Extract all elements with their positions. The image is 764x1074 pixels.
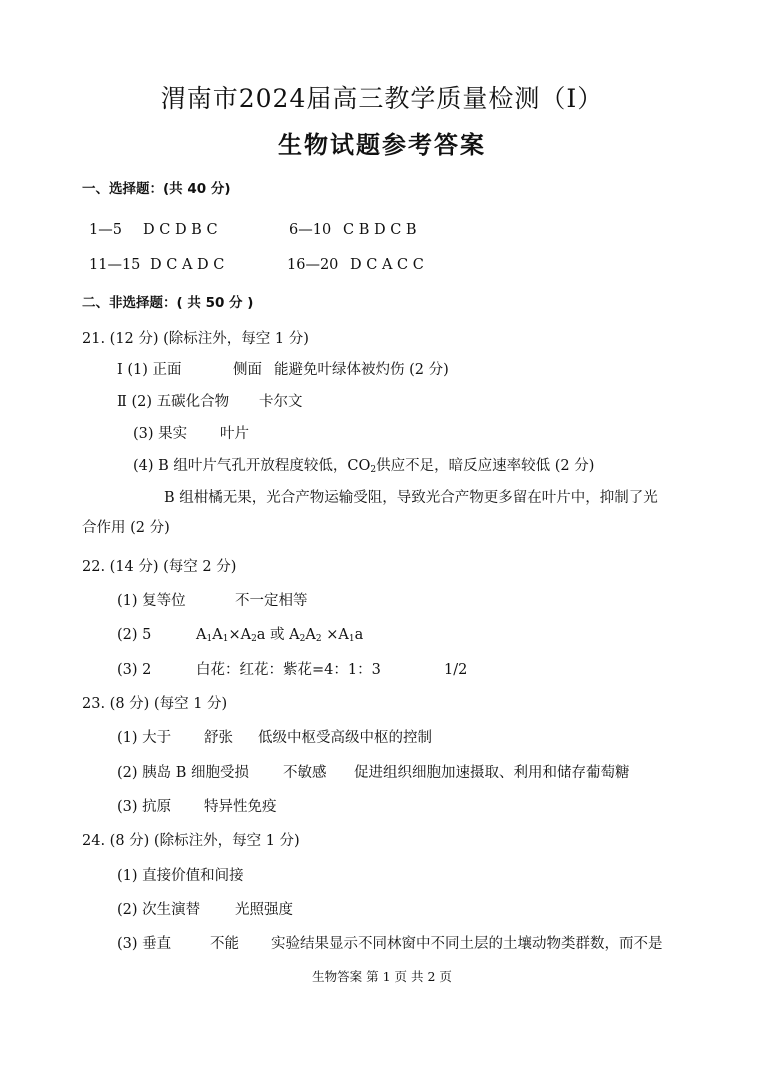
answer-label: Ⅱ (2) 五碳化合物 (117, 394, 230, 410)
answer-text: 供应不足，暗反应速率较低 (2 分) (376, 458, 595, 474)
subscript: 2 (370, 465, 377, 475)
answer-text: 叶片 (220, 426, 249, 442)
choice-range: 11—15 (89, 257, 141, 273)
q21-line4 (133, 457, 594, 479)
section2-heading: 二、非选择题：( 共 50 分 ) (82, 295, 254, 311)
answer-text: 不一定相等 (235, 593, 308, 609)
page-title: 渭南市2024届高三教学质量检测（Ⅰ） (160, 84, 604, 113)
answer-label: (1) 大于 (117, 730, 172, 746)
answer-text: 实验结果显示不同林窗中不同土层的土壤动物类群数，而不是 (271, 936, 663, 952)
answer-text: (4) B 组叶片气孔开放程度较低，CO (133, 458, 371, 474)
choice-answers: D C A C C (350, 257, 424, 273)
q21-heading: 21. (12 分) (除标注外，每空 1 分) (82, 331, 309, 347)
answer-label: Ⅰ (1) 正面 (117, 362, 182, 378)
choice-answers: D C A D C (150, 257, 225, 273)
q21-line5: B 组柑橘无果，光合产物运输受阻，导致光合产物更多留在叶片中，抑制了光 (164, 490, 658, 506)
choice-answers: D C D B C (143, 222, 218, 238)
answer-text: 特异性免疫 (204, 799, 277, 815)
answer-text: 低级中枢受高级中枢的控制 (258, 730, 432, 746)
q24-line1: (1) 直接价值和间接 (117, 868, 244, 884)
answer-text: 白花：红花：紫花=4：1：3 (196, 662, 381, 678)
choice-range: 16—20 (287, 257, 339, 273)
q23-heading: 23. (8 分) (每空 1 分) (82, 696, 228, 712)
section1-heading: 一、选择题：(共 40 分) (82, 181, 231, 197)
answer-label: (2) 胰岛 B 细胞受损 (117, 765, 250, 781)
answer-label: (3) 果实 (133, 426, 188, 442)
page-subtitle: 生物试题参考答案 (278, 131, 486, 159)
answer-label: (3) 垂直 (117, 936, 172, 952)
answer-text: 促进组织细胞加速摄取、利用和储存葡萄糖 (354, 765, 630, 781)
answer-label: (3) 2 (117, 662, 152, 678)
answer-text: 卡尔文 (259, 394, 303, 410)
q21-line6: 合作用 (2 分) (82, 520, 170, 536)
answer-label: (3) 抗原 (117, 799, 172, 815)
choice-answers: C B D C B (343, 222, 417, 238)
q22-heading: 22. (14 分) (每空 2 分) (82, 559, 237, 575)
answer-label: (1) 复等位 (117, 593, 186, 609)
choice-range: 1—5 (89, 222, 122, 238)
choice-range: 6—10 (289, 222, 332, 238)
answer-text: 1/2 (444, 662, 468, 678)
answer-text: 舒张 (204, 730, 233, 746)
answer-text: 能避免叶绿体被灼伤 (2 分) (274, 362, 449, 378)
page-footer: 生物答案 第 1 页 共 2 页 (312, 969, 452, 984)
answer-text: 光照强度 (235, 902, 293, 918)
answer-text: 不敏感 (283, 765, 327, 781)
q24-heading: 24. (8 分) (除标注外，每空 1 分) (82, 833, 300, 849)
answer-label: (2) 5 (117, 627, 152, 643)
genotype-cross: $A_1A_1\times A_2a$ 或 $A_2A_2 \times A_1a$ (196, 627, 364, 644)
answer-text: 不能 (210, 936, 239, 952)
answer-text: 侧面 (233, 362, 262, 378)
answer-label: (2) 次生演替 (117, 902, 201, 918)
